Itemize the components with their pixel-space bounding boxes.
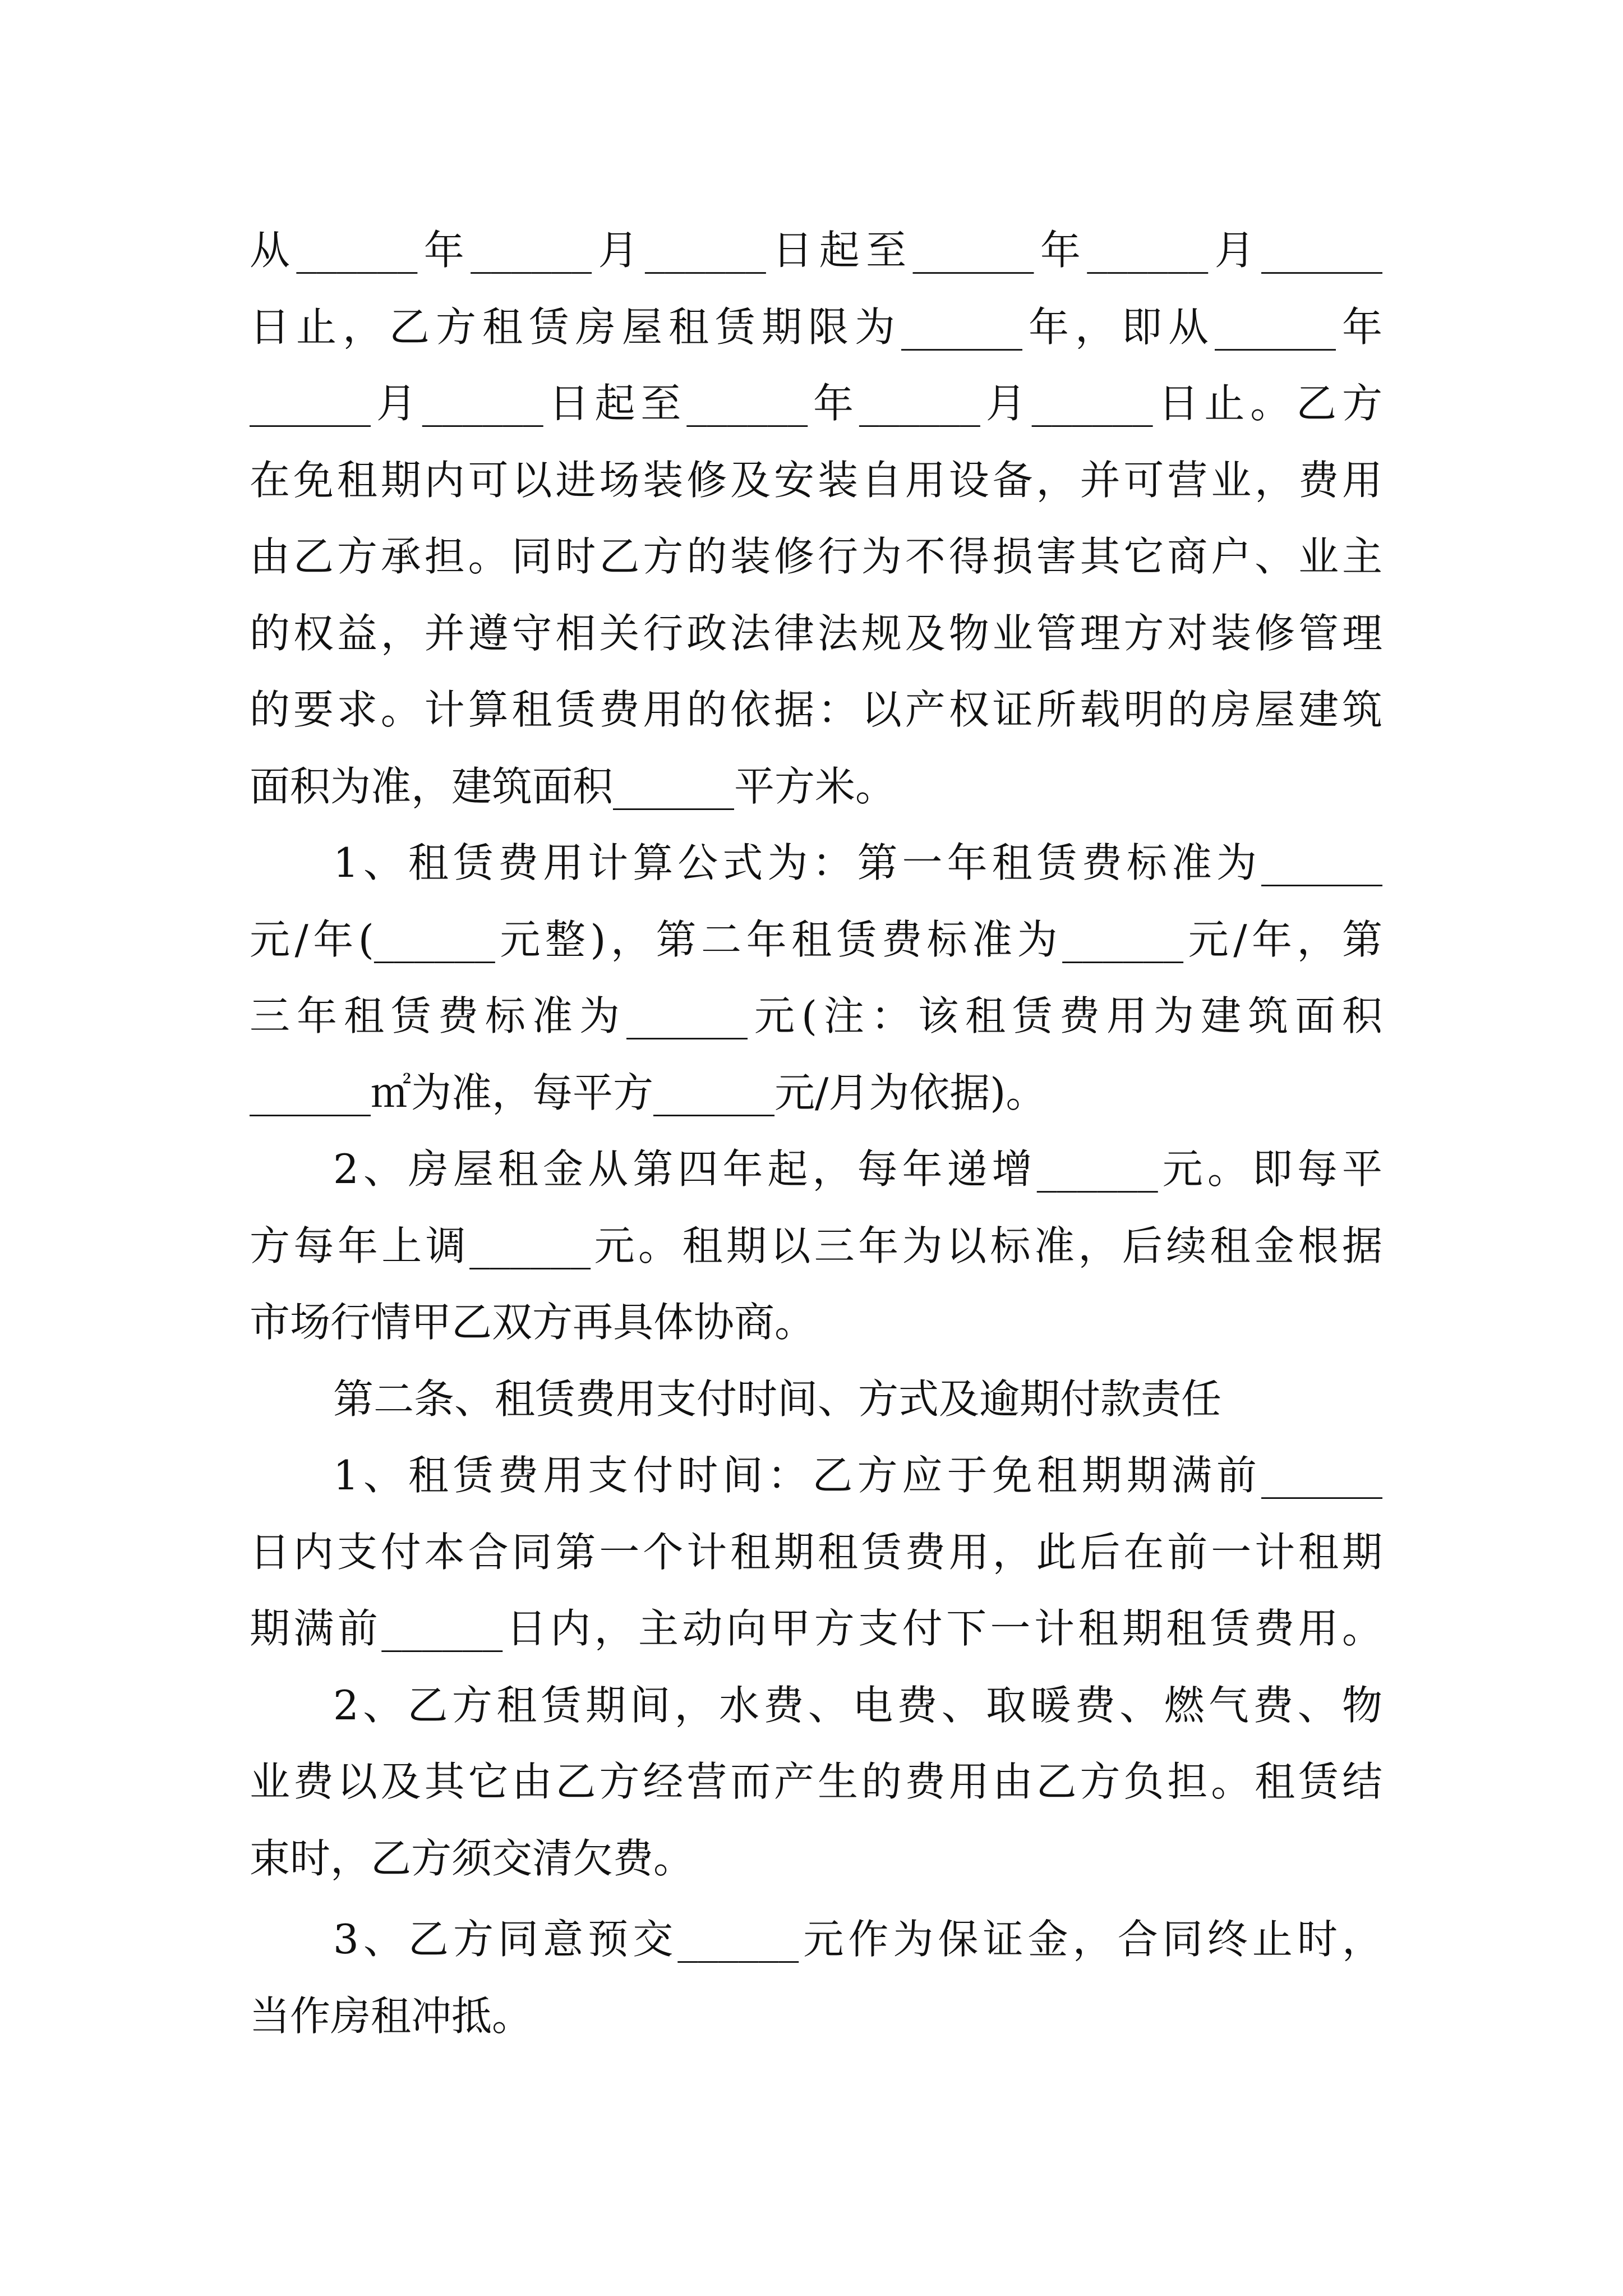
utility-fees-line-3: 束时，乙方须交清欠费。 xyxy=(250,1834,694,1882)
lease-term-line-1: 从______年______月______日起至______年______月______ xyxy=(250,227,1382,274)
payment-time-line-2: 日内支付本合同第一个计租期租赁费用，此后在前一计租期 xyxy=(250,1528,1382,1576)
lease-term-line-5: 由乙方承担。同时乙方的装修行为不得损害其它商户、业主 xyxy=(250,533,1382,580)
lease-term-line-8: 面积为准，建筑面积______平方米。 xyxy=(250,762,896,810)
fee-formula-line-4: ______㎡为准，每平方______元/月为依据)。 xyxy=(250,1069,1046,1116)
rent-increase-line-3: 市场行情甲乙双方再具体协商。 xyxy=(250,1299,815,1346)
utility-fees-line-2: 业费以及其它由乙方经营而产生的费用由乙方负担。租赁结 xyxy=(250,1758,1382,1805)
deposit-line-2: 当作房租冲抵。 xyxy=(250,1992,533,2040)
fee-formula-line-1: 1、租赁费用计算公式为：第一年租赁费标准为______ xyxy=(333,839,1382,886)
fee-formula-line-3: 三年租赁费标准为______元(注：该租赁费用为建筑面积 xyxy=(250,992,1382,1039)
fee-formula-line-2: 元/年(______元整)，第二年租赁费标准为______元/年，第 xyxy=(250,915,1382,963)
article-2-heading: 第二条、租赁费用支付时间、方式及逾期付款责任 xyxy=(333,1375,1222,1423)
lease-term-line-4: 在免租期内可以进场装修及安装自用设备，并可营业，费用 xyxy=(250,456,1382,504)
lease-term-line-6: 的权益，并遵守相关行政法律法规及物业管理方对装修管理 xyxy=(250,609,1382,657)
deposit-line-1: 3、乙方同意预交______元作为保证金，合同终止时， xyxy=(333,1916,1382,1963)
lease-term-line-2: 日止，乙方租赁房屋租赁期限为______年，即从______年 xyxy=(250,303,1382,351)
payment-time-line-3: 期满前______日内，主动向甲方支付下一计租期租赁费用。 xyxy=(250,1605,1382,1652)
lease-term-line-7: 的要求。计算租赁费用的依据：以产权证所载明的房屋建筑 xyxy=(250,686,1382,733)
rent-increase-line-1: 2、房屋租金从第四年起，每年递增______元。即每平 xyxy=(333,1145,1382,1193)
utility-fees-line-1: 2、乙方租赁期间，水费、电费、取暖费、燃气费、物 xyxy=(333,1681,1382,1729)
lease-term-line-3: ______月______日起至______年______月______日止。乙方 xyxy=(250,380,1382,427)
contract-body xyxy=(250,212,1382,2054)
payment-time-line-1: 1、租赁费用支付时间：乙方应于免租期期满前______ xyxy=(333,1452,1382,1499)
rent-increase-line-2: 方每年上调______元。租期以三年为以标准，后续租金根据 xyxy=(250,1222,1382,1269)
